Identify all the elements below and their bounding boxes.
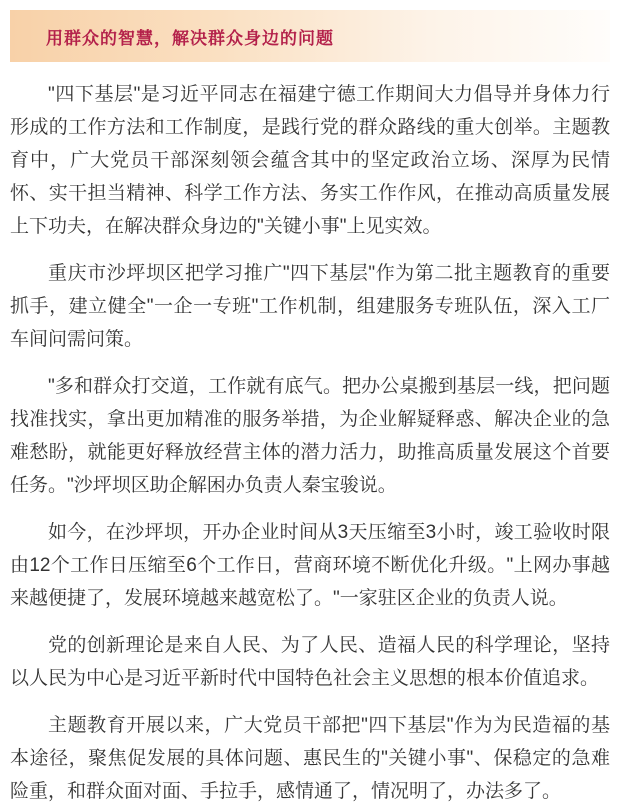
- paragraph-5: 党的创新理论是来自人民、为了人民、造福人民的科学理论，坚持以人民为中心是习近平新时代中国特色社会主义思想的根本价值追求。: [10, 635, 610, 689]
- article-body: [10, 62, 610, 808]
- paragraph-4: 如今，在沙坪坝，开办企业时间从3天压缩至3小时，竣工验收时限由12个工作日压缩至6个工作日，营商环境不断优化升级。"上网办事越来越便捷了，发展环境越来越宽松了。"一家驻区企业的负责人说。: [10, 522, 610, 609]
- paragraph-1: "四下基层"是习近平同志在福建宁德工作期间大力倡导并身体力行形成的工作方法和工作制度，是践行党的群众路线的重大创举。主题教育中，广大党员干部深刻领会蕴含其中的坚定政治立场、深厚为民情怀、实干担当精神、科学工作方法、务实工作作风，在推动高质量发展上下功夫，在解决群众身边的"关键小事"上见实效。: [10, 84, 610, 237]
- header-banner: [10, 10, 610, 62]
- paragraph-6: 主题教育开展以来，广大党员干部把"四下基层"作为为民造福的基本途径，聚焦促发展的具体问题、惠民生的"关键小事"、保稳定的急难险重，和群众面对面、手拉手，感情通了，情况明了，办法多了。: [10, 715, 610, 802]
- paragraph-2: 重庆市沙坪坝区把学习推广"四下基层"作为第二批主题教育的重要抓手，建立健全"一企一专班"工作机制，组建服务专班队伍，深入工厂车间问需问策。: [10, 263, 610, 350]
- paragraph-3: "多和群众打交道，工作就有底气。把办公桌搬到基层一线，把问题找准找实，拿出更加精准的服务举措，为企业解疑释惑、解决企业的急难愁盼，就能更好释放经营主体的潜力活力，助推高质量发展这个首要任务。"沙坪坝区助企解困办负责人秦宝骏说。: [10, 376, 610, 496]
- page-title: 用群众的智慧，解决群众身边的问题: [46, 28, 334, 48]
